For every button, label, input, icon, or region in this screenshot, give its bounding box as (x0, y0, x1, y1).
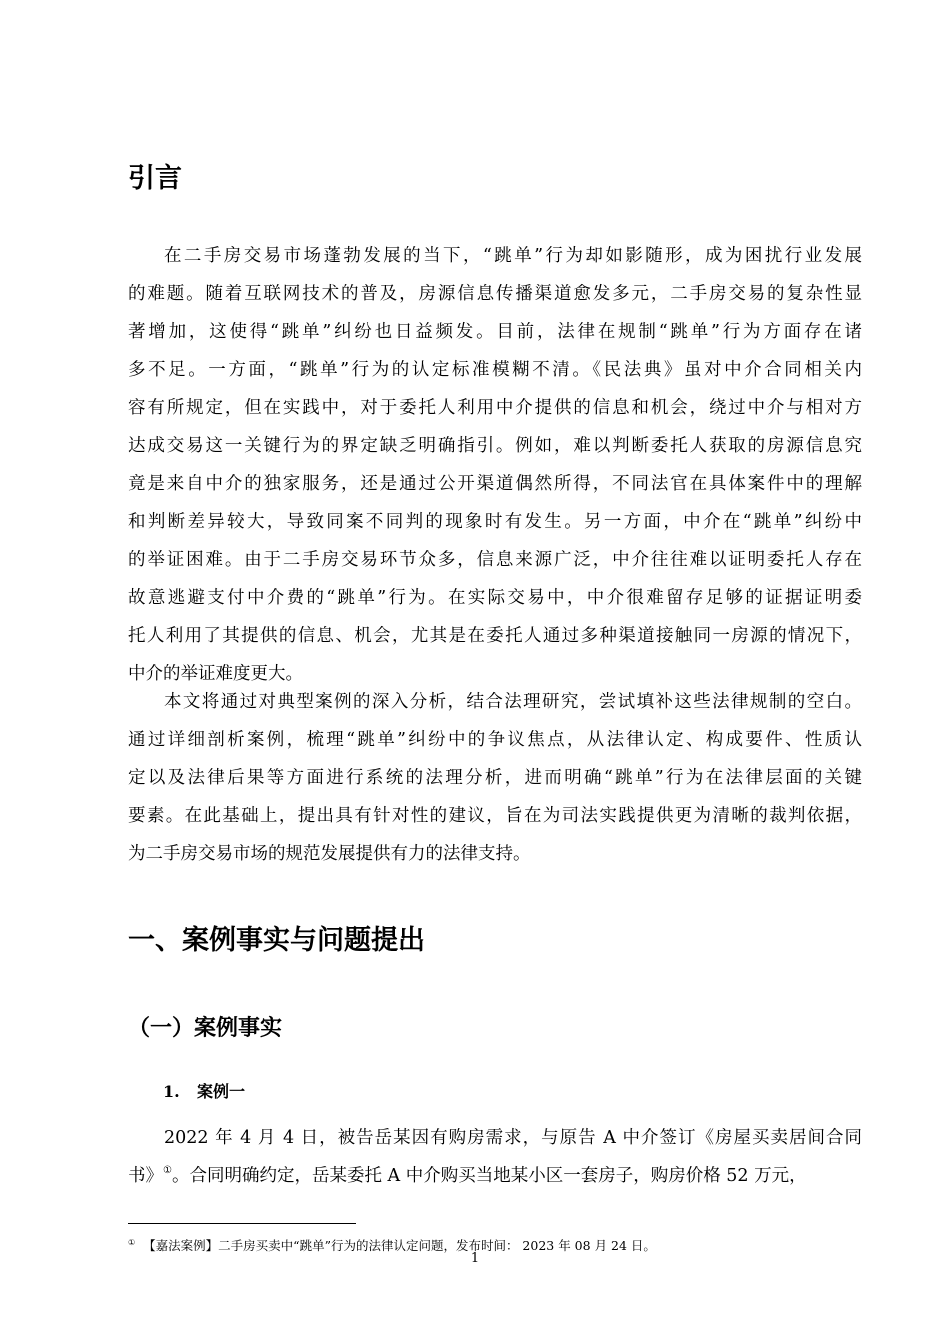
case-number: 1. (163, 1082, 180, 1101)
section-1-heading: 一、案例事实与问题提出 (128, 925, 425, 956)
text-line: 和判断差异较大，导致同案不同判的现象时有发生。另一方面，中介在“跳单”纠纷中 (128, 512, 862, 532)
text-line (128, 1157, 862, 1195)
text-line: 的举证困难。由于二手房交易环节众多，信息来源广泛，中介往往难以证明委托人存在 (128, 550, 862, 570)
text-line: 中介的举证难度更大。 (128, 664, 303, 684)
case-heading (163, 1081, 245, 1103)
text-line: 在二手房交易市场蓬勃发展的当下，“跳单”行为却如影随形，成为困扰行业发展 (164, 246, 862, 266)
text-line: 2022 年 4 月 4 日，被告岳某因有购房需求，与原告 A 中介签订《房屋买卖居间合同 (164, 1128, 862, 1148)
text-segment: 书》 (128, 1166, 163, 1186)
case-paragraph (128, 1119, 862, 1195)
intro-heading: 引言 (128, 163, 182, 194)
footnote-marker: ① (128, 1238, 136, 1247)
text-segment: 。合同明确约定，岳某委托 A 中介购买当地某小区一套房子，购房价格 52 万元， (171, 1166, 807, 1186)
subsection-heading: （一）案例事实 (128, 1016, 283, 1041)
text-line: 的难题。随着互联网技术的普及，房源信息传播渠道愈发多元，二手房交易的复杂性显 (128, 284, 862, 304)
text-line: 达成交易这一关键行为的界定缺乏明确指引。例如，难以判断委托人获取的房源信息究 (128, 436, 862, 456)
text-line: 定以及法律后果等方面进行系统的法理分析，进而明确“跳单”行为在法律层面的关键 (128, 768, 862, 788)
footnote-reference[interactable]: ① (163, 1165, 172, 1176)
intro-paragraph-2 (128, 683, 862, 873)
text-line: 多不足。一方面，“跳单”行为的认定标准模糊不清。《民法典》虽对中介合同相关内 (128, 360, 862, 380)
footnote-separator (128, 1223, 356, 1224)
footnote-text: 【嘉法案例】二手房买卖中“跳单”行为的法律认定问题，发布时间： 2023 年 08 月 24 日。 (143, 1238, 656, 1253)
text-line: 容有所规定，但在实践中，对于委托人利用中介提供的信息和机会，绕过中介与相对方 (128, 398, 862, 418)
intro-paragraph-1 (128, 237, 862, 693)
text-line: 要素。在此基础上，提出具有针对性的建议，旨在为司法实践提供更为清晰的裁判依据， (128, 806, 862, 826)
text-line: 为二手房交易市场的规范发展提供有力的法律支持。 (128, 844, 531, 864)
text-line: 本文将通过对典型案例的深入分析，结合法理研究，尝试填补这些法律规制的空白。 (164, 692, 862, 712)
text-line: 故意逃避支付中介费的“跳单”行为。在实际交易中，中介很难留存足够的证据证明委 (128, 588, 862, 608)
case-title: 案例一 (197, 1082, 246, 1101)
text-line: 托人利用了其提供的信息、机会，尤其是在委托人通过多种渠道接触同一房源的情况下， (128, 626, 862, 646)
text-line: 著增加，这使得“跳单”纠纷也日益频发。目前，法律在规制“跳单”行为方面存在诸 (128, 322, 862, 342)
page-number: 1 (470, 1251, 480, 1266)
text-line: 通过详细剖析案例，梳理“跳单”纠纷中的争议焦点，从法律认定、构成要件、性质认 (128, 730, 862, 750)
text-line: 竟是来自中介的独家服务，还是通过公开渠道偶然所得，不同法官在具体案件中的理解 (128, 474, 862, 494)
